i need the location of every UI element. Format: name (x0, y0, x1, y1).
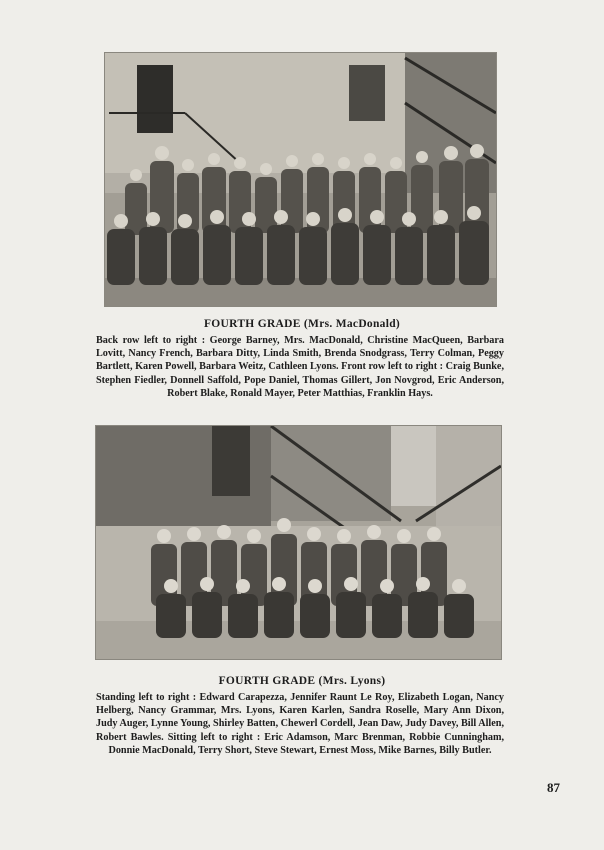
page-number: 87 (547, 780, 560, 795)
photo-macdonald-caption: Back row left to right : George Barney, Mrs. MacDonald, Christine MacQueen, Barbara Lovitt, Nancy French, Barbara Ditty, Linda Smith, Brenda Snodgrass, Terry Colman, Peggy Bartlett, Karen Powell, Barbara Weitz, Cathleen Lyons. Front row left to right : Craig Bunke, Stephen Fiedler, Donnell Saffold, Pope Daniel, Thomas Gillert, Jon Novgrod, Eric Anderson, Robert Blake, Ronald Mayer, Peter Matthias, Franklin Hays. (96, 335, 504, 399)
photo-macdonald-image (105, 53, 496, 306)
photo-lyons-caption: Standing left to right : Edward Carapezza, Jennifer Raunt Le Roy, Elizabeth Logan, Nancy Helberg, Nancy Grammar, Mrs. Lyons, Karen Karlen, Sandra Roselle, Mary Ann Dixon, Judy Auger, Lynne Young, Shirley Batten, Chewerl Cordell, Jean Daw, Judy Davey, Bill Allen, Robert Bawles. Sitting left to right : Eric Adamson, Marc Brenman, Robbie Cunningham, Donnie MacDonald, Terry Short, Steve Stewart, Ernest Moss, Mike Barnes, Billy Butler. (96, 692, 504, 756)
class-photo-macdonald (104, 52, 497, 307)
photo-macdonald-title: FOURTH GRADE (Mrs. MacDonald) (203, 318, 401, 330)
photo-lyons-image (96, 426, 501, 659)
class-photo-lyons (95, 425, 502, 660)
photo-lyons-title: FOURTH GRADE (Mrs. Lyons) (218, 675, 386, 687)
